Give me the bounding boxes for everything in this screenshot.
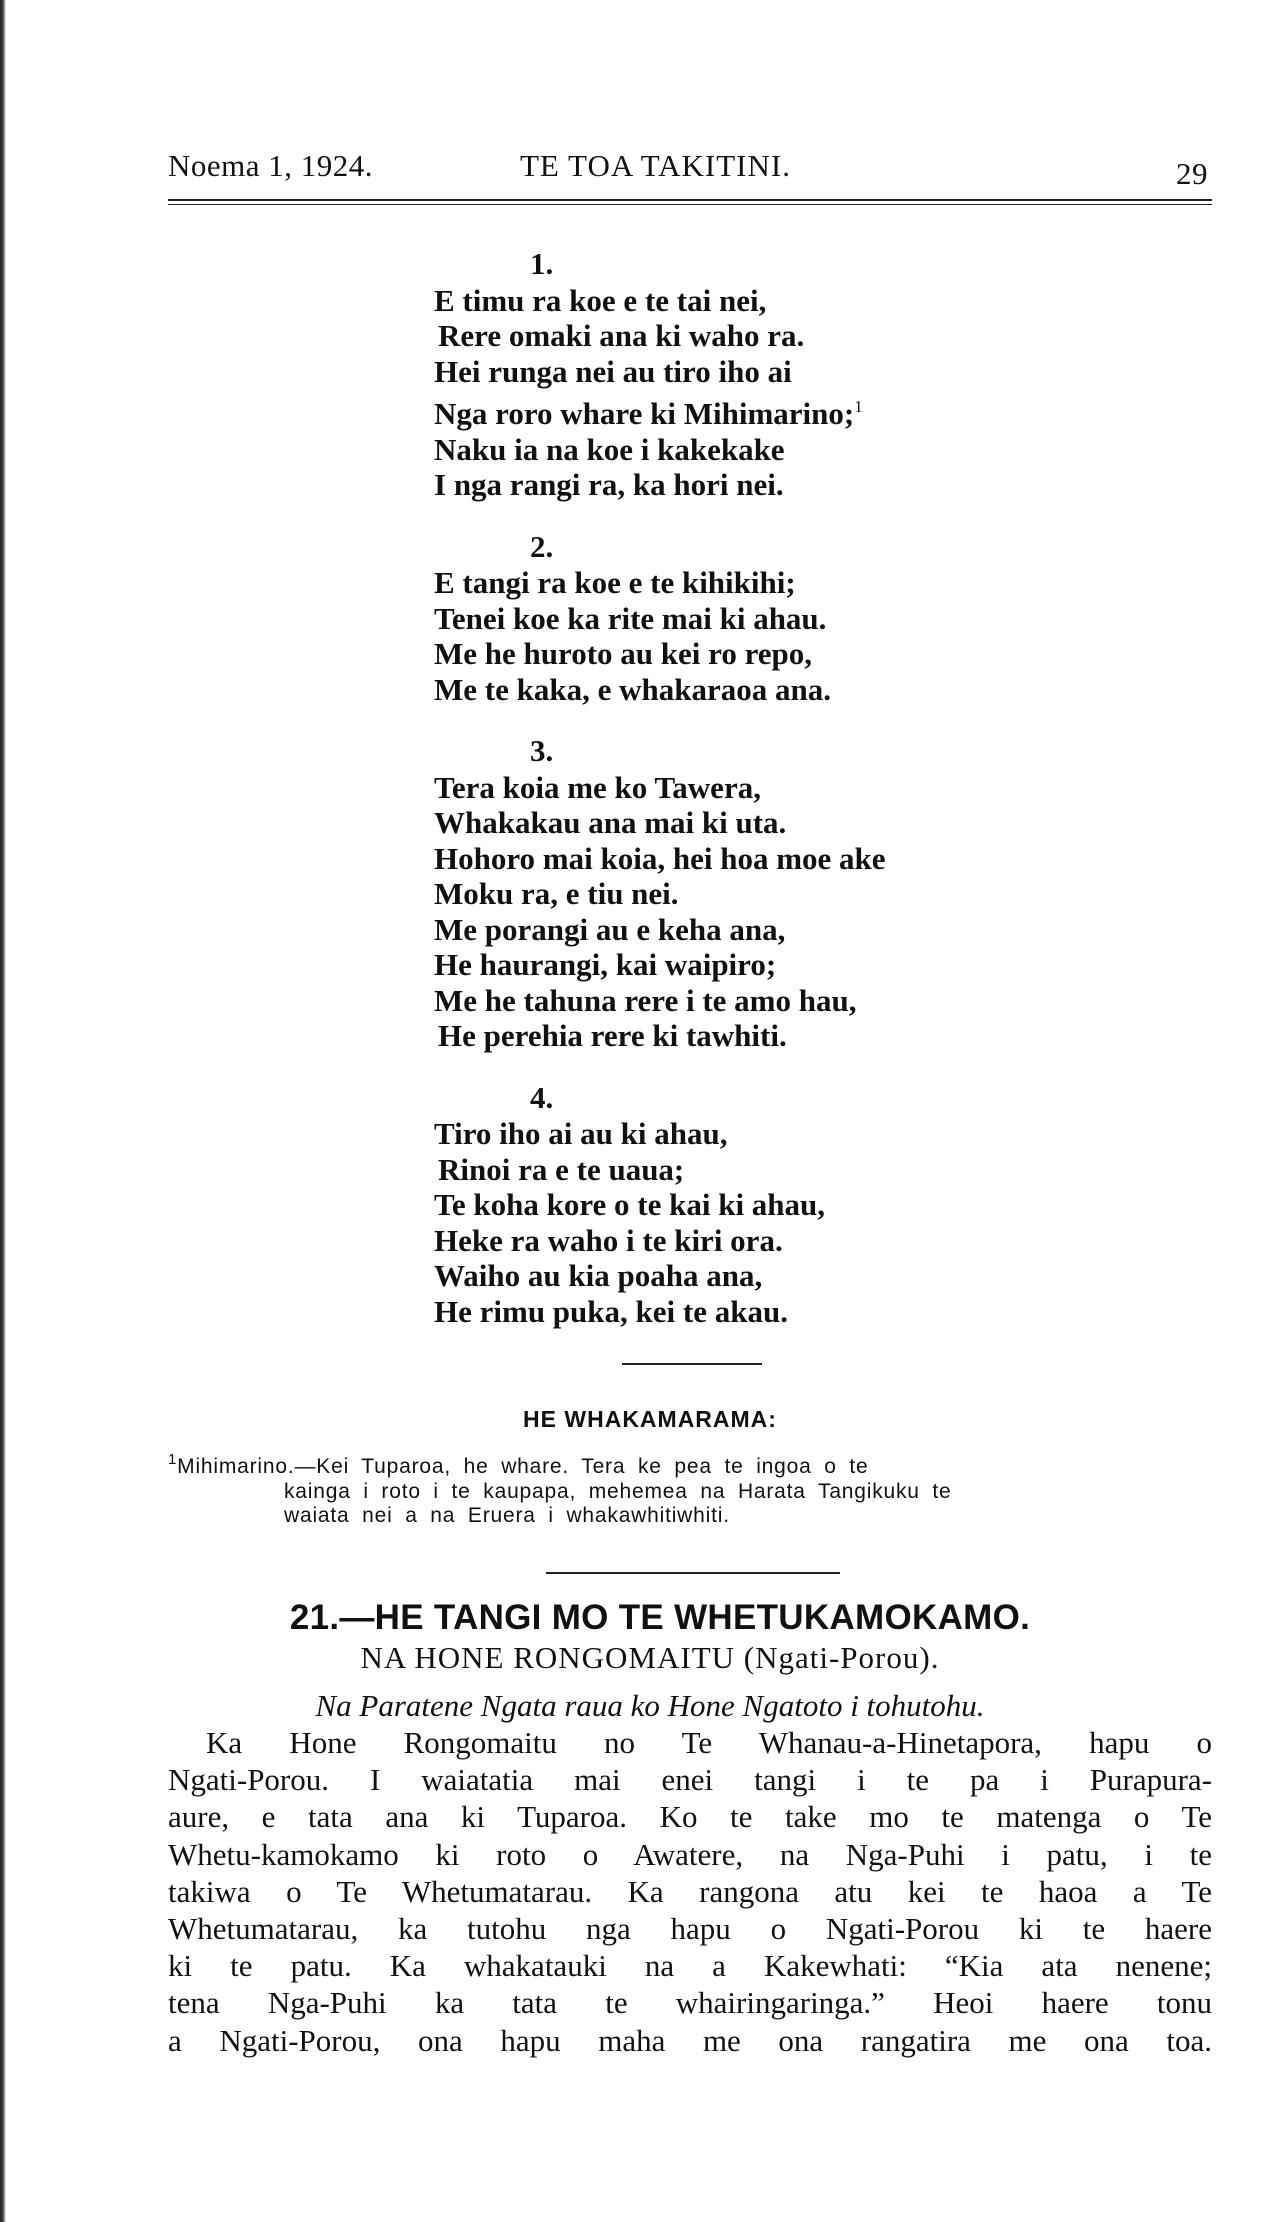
poem-line: Heke ra waho i te kiri ora. [434, 1222, 783, 1258]
poem-line: Hohoro mai koia, hei hoa moe ake [434, 840, 886, 876]
body-paragraph [168, 1724, 1212, 2059]
poem-line: Me he tahuna rere i te amo hau, [434, 982, 857, 1018]
section-title: 21.—HE TANGI MO TE WHETUKAMOKAMO. [289, 1598, 1031, 1637]
section-credit: Na Paratene Ngata raua ko Hone Ngatoto i tohutohu. [315, 1688, 985, 1723]
footnote [168, 1448, 1210, 1529]
poem-line: Me porangi au e keha ana, [434, 911, 786, 947]
body-line: ki te patu. Ka whakatauki na a Kakewhati: “Kia ata nenene; [168, 1948, 1212, 1984]
poem-line: Tenei koe ka rite mai ki ahau. [434, 600, 827, 636]
header-rule [168, 199, 1212, 205]
poem-line: Hei runga nei au tiro iho ai [434, 353, 792, 389]
footnote-number: 1 [168, 1451, 178, 1468]
body-line: Ngati-Porou. I waiatatia mai enei tangi i te pa i Purapura- [168, 1762, 1212, 1798]
poem-line: He haurangi, kai waipiro; [434, 947, 777, 982]
footnote-line [168, 1448, 1210, 1480]
poem-line-text: Nga roro whare ki Mihimarino; [434, 396, 855, 431]
stanza-number: 4. [530, 1079, 554, 1115]
poem-line: Me te kaka, e whakaraoa ana. [434, 671, 831, 707]
stanza-number: 3. [530, 733, 554, 768]
poem-line: Naku ia na koe i kakekake [434, 431, 785, 467]
journal-title: TE TOA TAKITINI. [520, 148, 791, 183]
body-line: Ka Hone Rongomaitu no Te Whanau-a-Hinetapora, hapu o [206, 1725, 1212, 1760]
section-rule [546, 1572, 840, 1574]
body-line: Whetumatarau, ka tutohu nga hapu o Ngati-Porou ki te haere [168, 1911, 1212, 1947]
body-line: tena Nga-Puhi ka tata te whairingaringa.” Heoi haere tonu [168, 1985, 1212, 2021]
stanza-number: 1. [530, 246, 554, 281]
poem-line: I nga rangi ra, ka hori nei. [434, 467, 784, 502]
poem-end-rule [622, 1363, 762, 1365]
poem-line: Me he huroto au kei ro repo, [434, 636, 813, 671]
poem-line [434, 389, 1134, 432]
poem-line: Moku ra, e tiu nei. [434, 876, 679, 911]
stanza-number: 2. [530, 528, 554, 564]
issue-date: Noema 1, 1924. [168, 148, 374, 183]
poem-line: Whakakau ana mai ki uta. [434, 805, 787, 840]
footnote-marker: 1 [854, 397, 863, 416]
page-number: 29 [1176, 156, 1208, 191]
notes-heading: HE WHAKAMARAMA: [523, 1406, 777, 1432]
footnote-line-text: Mihimarino.—Kei Tuparoa, he whare. Tera ke pea te ingoa o te [177, 1455, 869, 1478]
poem-line: He perehia rere ki tawhiti. [438, 1018, 787, 1053]
stanza-2 [434, 529, 1134, 708]
running-head [168, 148, 1208, 200]
poem-line: He rimu puka, kei te akau. [434, 1293, 788, 1329]
poem-line: Rere omaki ana ki waho ra. [438, 318, 805, 353]
section-author: NA HONE RONGOMAITU (Ngati-Porou). [360, 1640, 940, 1675]
footnote-line: waiata nei a na Eruera i whakawhitiwhiti. [284, 1504, 730, 1527]
body-line: takiwa o Te Whetumatarau. Ka rangona atu kei te haoa a Te [168, 1873, 1212, 1909]
poem-line: Waiho au kia poaha ana, [434, 1258, 763, 1293]
body-line: aure, e tata ana ki Tuparoa. Ko te take mo te matenga o Te [168, 1799, 1212, 1835]
poem-line: Tera koia me ko Tawera, [434, 769, 761, 805]
stanza-4 [434, 1080, 1134, 1330]
poem [434, 246, 1134, 1355]
poem-line: Rinoi ra e te uaua; [438, 1151, 685, 1187]
poem-line: E timu ra koe e te tai nei, [434, 282, 767, 318]
poem-line: Tiro iho ai au ki ahau, [434, 1116, 728, 1151]
stanza-1 [434, 246, 1134, 503]
page-edge [0, 0, 6, 2222]
stanza-3 [434, 733, 1134, 1054]
body-line: Whetu-kamokamo ki roto o Awatere, na Nga-Puhi i patu, i te [168, 1836, 1212, 1872]
poem-line: Te koha kore o te kai ki ahau, [434, 1187, 826, 1222]
poem-line: E tangi ra koe e te kihikihi; [434, 565, 796, 600]
body-line: a Ngati-Porou, ona hapu maha me ona rangatira me ona toa. [168, 2022, 1212, 2058]
footnote-line: kainga i roto i te kaupapa, mehemea na Harata Tangikuku te [284, 1479, 952, 1503]
